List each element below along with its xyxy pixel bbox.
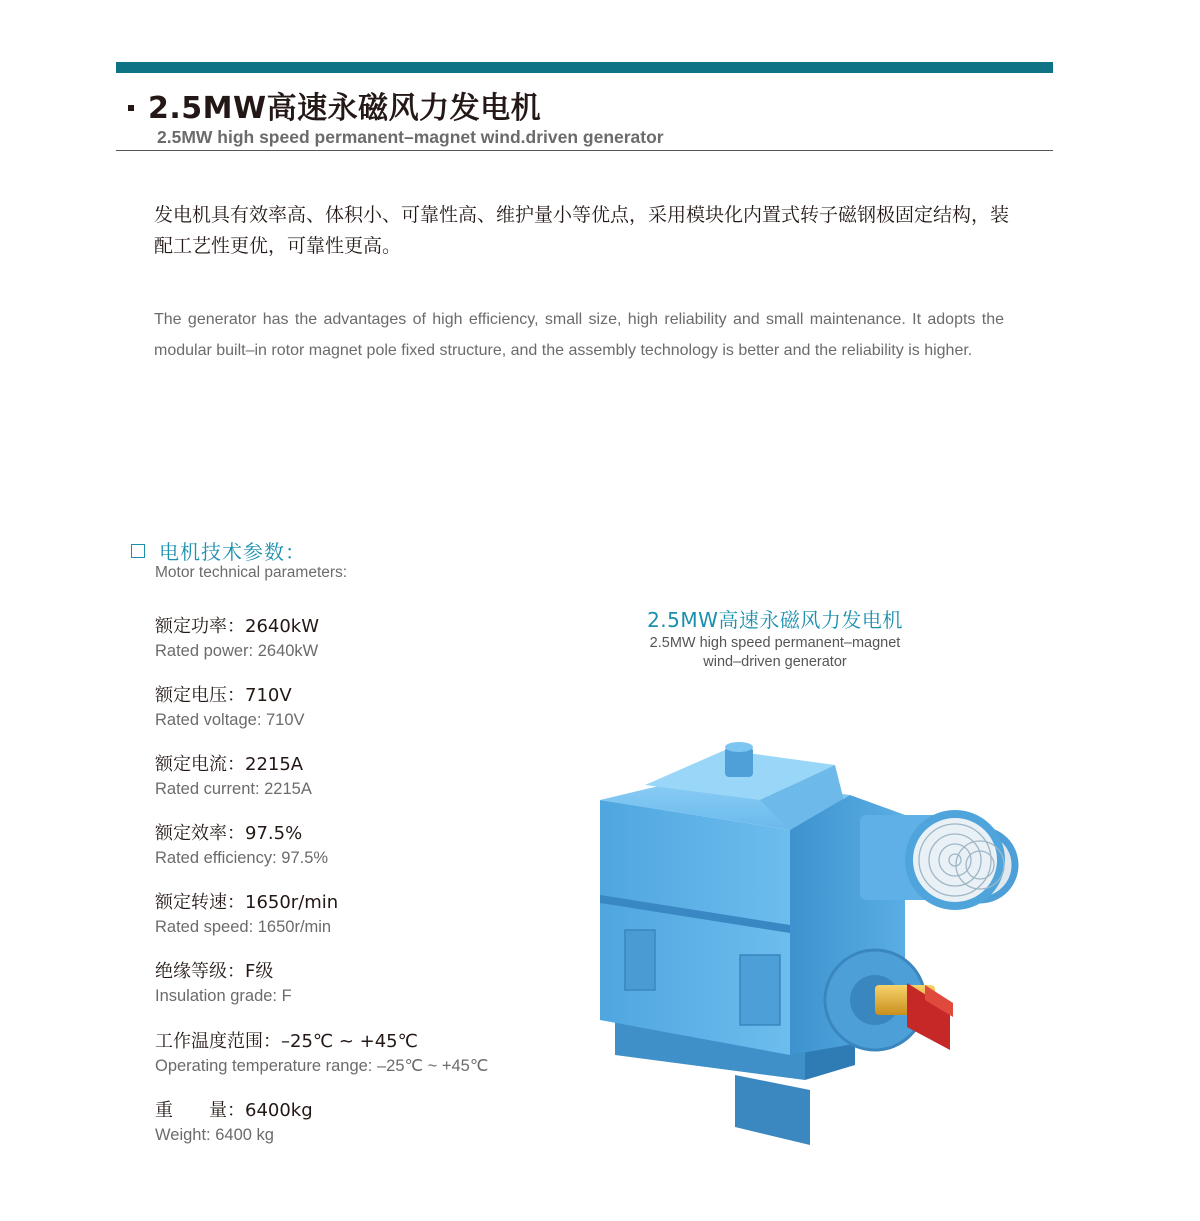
product-caption-cn: 2.5MW高速永磁风力发电机 xyxy=(647,608,903,632)
title-cn: 2.5MW高速永磁风力发电机 xyxy=(148,91,542,126)
param-label-cn: 工作温度范围：–25℃ ~ +45℃ xyxy=(155,1030,418,1052)
params-heading-cn: 电机技术参数： xyxy=(159,540,306,564)
param-item xyxy=(155,752,575,821)
param-label-cn: 额定转速：1650r/min xyxy=(155,892,339,914)
title-divider xyxy=(116,150,1053,151)
param-label-en: Rated speed: 1650r/min xyxy=(155,918,332,937)
param-item xyxy=(155,1098,575,1167)
product-caption-en-line1: 2.5MW high speed permanent–magnet xyxy=(649,635,901,651)
product-caption-en-line2: wind–driven generator xyxy=(703,654,847,670)
intro-text-cn: 发电机具有效率高、体积小、可靠性高、维护量小等优点，采用模块化内置式转子磁钢极固定结构，装配工艺性更优，可靠性更高。 xyxy=(154,204,1010,257)
param-label-en: Weight: 6400 kg xyxy=(155,1125,274,1144)
param-label-en: Operating temperature range: –25℃ ~ +45℃ xyxy=(155,1056,489,1075)
param-item xyxy=(155,821,575,890)
param-label-cn: 重 量：6400kg xyxy=(155,1099,313,1121)
product-caption xyxy=(590,606,960,672)
param-label-cn: 额定功率：2640kW xyxy=(155,616,320,637)
param-item xyxy=(155,890,575,959)
param-label-cn: 绝缘等级：F级 xyxy=(155,961,274,983)
base-foot xyxy=(735,1075,810,1145)
intro-text-en: The generator has the advantages of high efficiency, small size, high reliability and small maintenance. It adopts the modular built–in rotor magnet pole fixed structure, and the assembly technology is better and the reliability is higher. xyxy=(154,311,1004,359)
param-item xyxy=(155,959,575,1028)
page-title xyxy=(128,84,541,126)
title-bullet xyxy=(128,105,134,111)
param-item xyxy=(155,1029,575,1098)
params-heading-en: Motor technical parameters: xyxy=(155,564,348,581)
title-en: 2.5MW high speed permanent–magnet wind.driven generator xyxy=(157,127,664,147)
param-label-cn: 额定电流：2215A xyxy=(155,754,304,776)
param-item xyxy=(155,614,575,683)
param-label-en: Rated voltage: 710V xyxy=(155,711,305,730)
top-accent-bar xyxy=(116,62,1053,73)
cooling-fan-front xyxy=(909,814,1001,906)
generator-image xyxy=(585,735,1035,1155)
params-heading xyxy=(131,536,306,565)
param-label-en: Rated power: 2640kW xyxy=(155,642,319,660)
param-label-en: Rated current: 2215A xyxy=(155,780,312,799)
param-label-en: Insulation grade: F xyxy=(155,987,292,1006)
param-list xyxy=(155,614,575,1167)
param-label-cn: 额定效率：97.5% xyxy=(155,823,303,845)
square-bullet-icon xyxy=(131,544,145,558)
param-item xyxy=(155,683,575,752)
param-label-en: Rated efficiency: 97.5% xyxy=(155,849,329,868)
param-label-cn: 额定电压：710V xyxy=(155,685,292,707)
